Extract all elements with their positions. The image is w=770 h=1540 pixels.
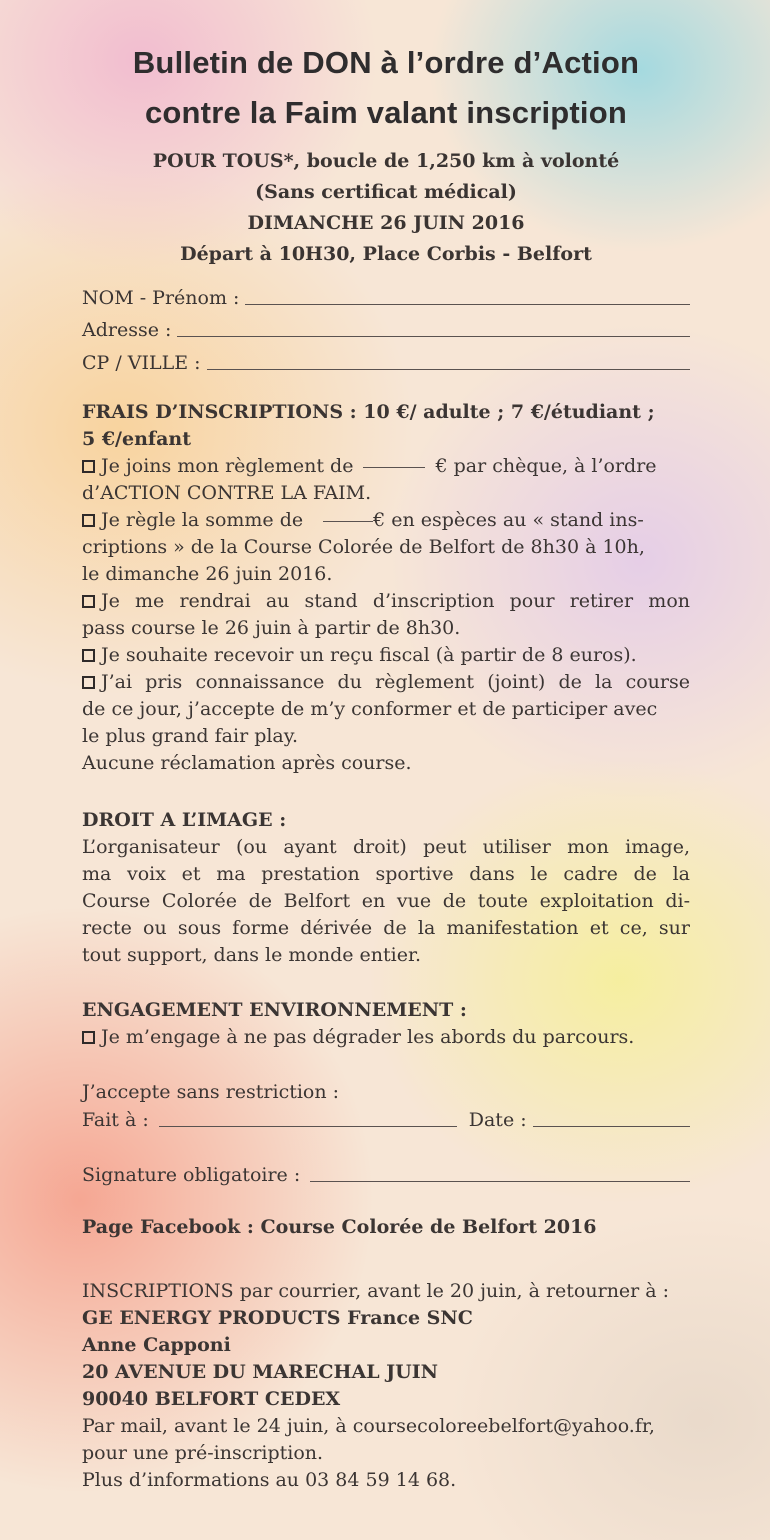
address-field[interactable]	[177, 336, 690, 337]
cash-amount-field[interactable]	[323, 521, 373, 522]
event-date: DIMANCHE 26 JUIN 2016	[247, 212, 525, 234]
image-rights-line-4: recte ou sous forme dérivée de la manifestation et ce, sur	[82, 917, 690, 939]
name-field[interactable]	[245, 304, 690, 305]
address-city: 90040 BELFORT CEDEX	[82, 1388, 341, 1410]
title-line-2: contre la Faim valant inscription	[144, 95, 628, 130]
fees-section	[82, 399, 690, 777]
address-field-row	[82, 312, 690, 342]
mail-preregistration: pour une pré-inscription.	[82, 1442, 324, 1464]
event-audience: POUR TOUS*, boucle de 1,250 km à volonté	[152, 150, 620, 172]
cheque-checkbox[interactable]	[82, 460, 95, 473]
name-label: NOM - Prénom :	[82, 287, 240, 309]
name-field-row	[82, 280, 690, 310]
option-receipt	[82, 642, 690, 669]
image-rights-line-5: tout support, dans le monde entier.	[82, 944, 422, 966]
cheque-text-c: d’ACTION CONTRE LA FAIM.	[82, 482, 372, 504]
form-title	[82, 38, 690, 138]
image-rights-section	[82, 807, 690, 969]
environment-section	[82, 997, 690, 1051]
facebook-page: Page Facebook : Course Colorée de Belfort 2016	[82, 1216, 597, 1238]
date-field[interactable]	[533, 1126, 690, 1127]
mail-registration: Par mail, avant le 24 juin, à coursecoloreebelfort@yahoo.fr,	[82, 1415, 655, 1437]
fees-heading-2: 5 €/enfant	[82, 428, 191, 450]
stand-checkbox[interactable]	[82, 595, 95, 608]
city-field-row	[82, 345, 690, 375]
event-info	[82, 146, 690, 270]
environment-text: Je m’engage à ne pas dégrader les abords du parcours.	[101, 1026, 635, 1048]
image-rights-line-3: Course Colorée de Belfort en vue de toute exploitation di-	[82, 890, 690, 912]
image-rights-line-2: ma voix et ma prestation sportive dans le cadre de la	[82, 863, 690, 885]
option-stand	[82, 588, 690, 615]
environment-checkbox[interactable]	[82, 1031, 95, 1044]
acceptance-text: J’accepte sans restriction :	[82, 1081, 340, 1103]
receipt-checkbox[interactable]	[82, 649, 95, 662]
place-label: Fait à :	[82, 1109, 149, 1131]
image-rights-heading: DROIT A L’IMAGE :	[82, 809, 287, 831]
address-label: Adresse :	[82, 319, 172, 341]
cash-text-a: Je règle la somme de	[101, 509, 304, 531]
signature-row	[82, 1157, 690, 1187]
signature-label: Signature obligatoire :	[82, 1164, 301, 1186]
phone-info: Plus d’informations au 03 84 59 14 68.	[82, 1469, 457, 1491]
date-label: Date :	[468, 1109, 527, 1131]
rules-text-b: de ce jour, j’accepte de m’y conformer et de participer avec	[82, 698, 658, 720]
address-company: GE ENERGY PRODUCTS France SNC	[82, 1307, 473, 1329]
rules-text-c: le plus grand fair play.	[82, 725, 299, 747]
environment-heading: ENGAGEMENT ENVIRONNEMENT :	[82, 999, 467, 1021]
option-environment	[82, 1024, 690, 1051]
event-start: Départ à 10H30, Place Corbis - Belfort	[180, 243, 592, 265]
cash-text-c: criptions » de la Course Colorée de Belfort de 8h30 à 10h,	[82, 536, 645, 558]
event-certificate: (Sans certificat médical)	[255, 181, 517, 203]
address-street: 20 AVENUE DU MARECHAL JUIN	[82, 1361, 438, 1383]
registration-info	[82, 1278, 690, 1494]
city-label: CP / VILLE :	[82, 352, 201, 374]
cheque-amount-field[interactable]	[363, 467, 425, 468]
registration-intro: INSCRIPTIONS par courrier, avant le 20 juin, à retourner à :	[82, 1280, 670, 1302]
stand-text-b: pass course le 26 juin à partir de 8h30.	[82, 617, 461, 639]
title-line-1: Bulletin de DON à l’ordre d’Action	[132, 45, 640, 80]
cash-text-d: le dimanche 26 juin 2016.	[82, 563, 333, 585]
option-rules	[82, 669, 690, 696]
cheque-text-a: Je joins mon règlement de	[101, 455, 354, 477]
cash-checkbox[interactable]	[82, 514, 95, 527]
place-date-row	[82, 1102, 690, 1132]
cash-text-b: € en espèces au « stand ins-	[373, 509, 644, 531]
city-field[interactable]	[207, 369, 690, 370]
cheque-text-b: € par chèque, à l’ordre	[435, 455, 657, 477]
image-rights-line-1: L’organisateur (ou ayant droit) peut utiliser mon image,	[82, 836, 690, 858]
fees-heading-1: FRAIS D’INSCRIPTIONS : 10 €/ adulte ; 7 €/étudiant ;	[82, 401, 655, 423]
place-field[interactable]	[159, 1126, 457, 1127]
signature-field[interactable]	[310, 1181, 690, 1182]
receipt-text: Je souhaite recevoir un reçu fiscal (à partir de 8 euros).	[101, 644, 637, 666]
stand-text-a: Je me rendrai au stand d’inscription pour retirer mon	[101, 590, 690, 612]
option-cash	[82, 507, 690, 534]
option-cheque	[82, 453, 690, 480]
rules-checkbox[interactable]	[82, 676, 95, 689]
rules-text-a: J’ai pris connaissance du règlement (joint) de la course	[101, 671, 690, 693]
no-claim-note: Aucune réclamation après course.	[82, 752, 412, 774]
address-contact: Anne Capponi	[82, 1334, 231, 1356]
